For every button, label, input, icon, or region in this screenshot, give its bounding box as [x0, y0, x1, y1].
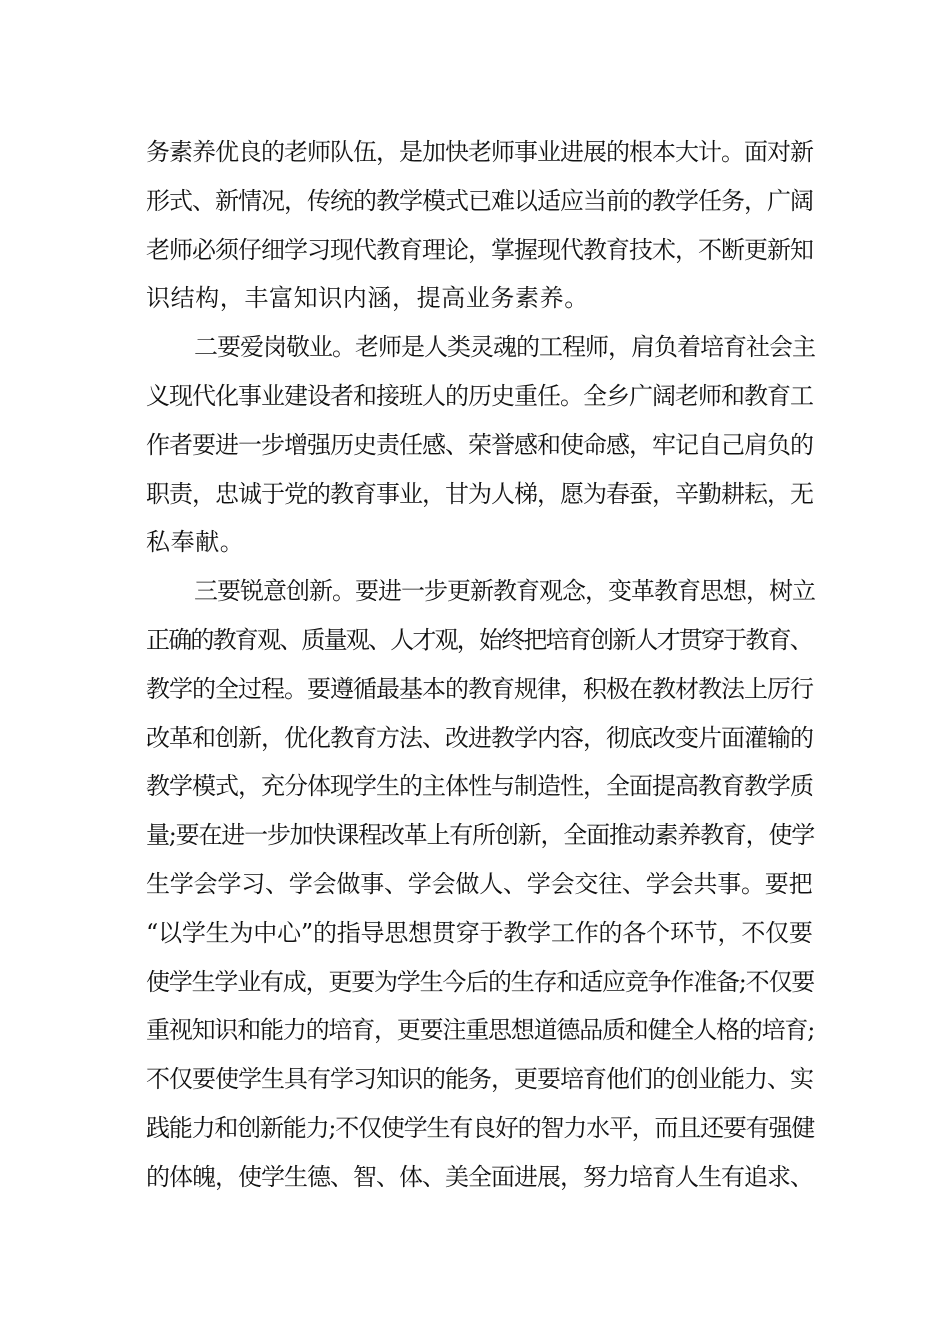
text-line: 职责，忠诚于党的教育事业，甘为人梯，愿为春蚕，辛勤耕耘，无 — [146, 479, 813, 508]
document-body — [146, 128, 816, 1202]
text-line: 教学的全过程。要遵循最基本的教育规律，积极在教材教法上厉行 — [146, 674, 813, 703]
text-line: 正确的教育观、质量观、人才观，始终把培育创新人才贯穿于教育、 — [146, 625, 812, 654]
paragraph-first-line: 二要爱岗敬业。老师是人类灵魂的工程师，肩负着培育社会主 — [194, 333, 815, 362]
text-line: 教学模式，充分体现学生的主体性与制造性，全面提高教育教学质 — [146, 772, 813, 801]
text-line: 务素养优良的老师队伍，是加快老师事业进展的根本大计。面对新 — [146, 138, 813, 166]
text-line: “以学生为中心”的指导思想贯穿于教学工作的各个环节，不仅要 — [146, 918, 813, 947]
text-line: 老师必须仔细学习现代教育理论，掌握现代教育技术，不断更新知 — [146, 235, 813, 264]
text-line: 私奉献。 — [146, 528, 245, 557]
text-line: 识结构，丰富知识内涵，提高业务素养。 — [146, 284, 589, 313]
text-line: 义现代化事业建设者和接班人的历史重任。全乡广阔老师和教育工 — [146, 381, 813, 410]
text-line: 践能力和创新能力;不仅使学生有良好的智力水平，而且还要有强健 — [146, 1113, 815, 1142]
paragraph-first-line: 三要锐意创新。要进一步更新教育观念，变革教育思想，树立 — [194, 577, 815, 606]
text-line: 生学会学习、学会做事、学会做人、学会交往、学会共事。要把 — [146, 869, 813, 898]
text-line: 的体魄，使学生德、智、体、美全面进展，努力培育人生有追求、 — [146, 1162, 813, 1191]
text-line: 使学生学业有成，更要为学生今后的生存和适应竞争作准备;不仅要 — [146, 967, 815, 996]
text-line: 改革和创新，优化教育方法、改进教学内容，彻底改变片面灌输的 — [146, 723, 813, 752]
text-line: 量;要在进一步加快课程改革上有所创新，全面推动素养教育，使学 — [146, 821, 815, 850]
text-line: 重视知识和能力的培育，更要注重思想道德品质和健全人格的培育; — [146, 1016, 815, 1045]
text-line: 不仅要使学生具有学习知识的能务，更要培育他们的创业能力、实 — [146, 1065, 813, 1094]
text-line: 作者要进一步增强历史责任感、荣誉感和使命感，牢记自己肩负的 — [146, 430, 813, 459]
text-line: 形式、新情况，传统的教学模式已难以适应当前的教学任务，广阔 — [146, 186, 813, 215]
